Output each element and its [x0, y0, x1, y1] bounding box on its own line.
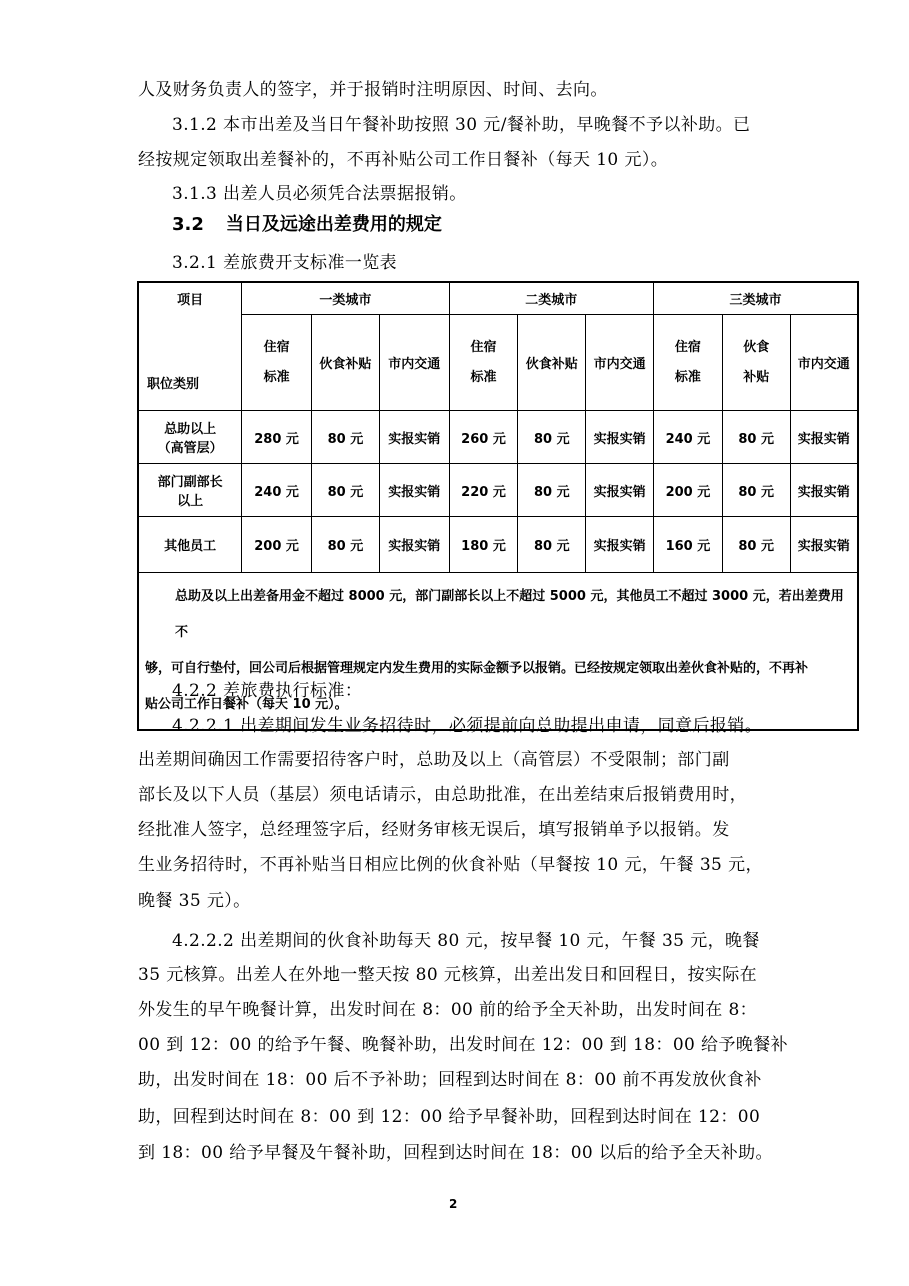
paragraph-line: 00 到 12：00 的给予午餐、晚餐补助，出发时间在 12：00 到 18：00 给予晚餐补 [138, 1035, 789, 1055]
table-cell: 80 元 [722, 464, 790, 517]
paragraph-line: 到 18：00 给予早餐及午餐补助，回程到达时间在 18：00 以后的给予全天补助。 [138, 1143, 773, 1163]
row-category: 部门副部长 以上 [138, 464, 242, 517]
table-caption: 3.2.1 差旅费开支标准一览表 [172, 253, 398, 273]
paragraph-line: 助，出发时间在 18：00 后不予补助；回程到达时间在 8：00 前不再发放伙食补 [138, 1070, 762, 1090]
paragraph-line: 经批准人签字，总经理签字后，经财务审核无误后，填写报销单予以报销。发 [138, 820, 730, 840]
table-cell: 240 元 [653, 411, 722, 464]
table-cell: 实报实销 [586, 464, 654, 517]
paragraph-line: 经按规定领取出差餐补的，不再补贴公司工作日餐补（每天 10 元）。 [138, 150, 669, 170]
sub-header-transport: 市内交通 [790, 315, 858, 411]
section-number: 3.2 [172, 214, 204, 235]
table-cell: 实报实销 [379, 464, 449, 517]
table-cell: 160 元 [653, 517, 722, 573]
table-cell: 280 元 [242, 411, 312, 464]
paragraph-line: 4.2.2.2 出差期间的伙食补助每天 80 元，按早餐 10 元，午餐 35 元，晚餐 [172, 931, 760, 951]
row-category: 其他员工 [138, 517, 242, 573]
city-group-header: 一类城市 [242, 282, 449, 315]
table-note [138, 573, 858, 731]
paragraph-line: 人及财务负责人的签字，并于报销时注明原因、时间、去向。 [138, 80, 608, 100]
sub-header-meal: 伙食补贴 [312, 315, 380, 411]
expense-standards-table [137, 281, 859, 731]
table-cell: 80 元 [518, 411, 586, 464]
table-cell: 实报实销 [586, 517, 654, 573]
paragraph-line: 3.1.2 本市出差及当日午餐补助按照 30 元/餐补助，早晚餐不予以补助。已 [172, 115, 751, 135]
paragraph-line: 4.2.2.1 出差期间发生业务招待时，必须提前向总助提出申请，同意后报销。 [172, 716, 763, 736]
table-cell: 实报实销 [790, 464, 858, 517]
paragraph-line: 35 元核算。出差人在外地一整天按 80 元核算，出差出发日和回程日，按实际在 [138, 965, 758, 985]
table-cell: 80 元 [312, 517, 380, 573]
row-category: 总助以上 （高管层） [138, 411, 242, 464]
section-heading [172, 210, 442, 236]
paragraph-line: 4.2.2 差旅费执行标准： [172, 681, 363, 701]
section-title: 当日及远途出差费用的规定 [225, 214, 442, 235]
table-cell: 80 元 [722, 411, 790, 464]
table-cell: 200 元 [242, 517, 312, 573]
table-cell: 80 元 [518, 464, 586, 517]
note-line: 够，可自行垫付，回公司后根据管理规定内发生费用的实际金额予以报销。已经按规定领取出差伙食补贴的，不再补 [145, 661, 809, 676]
table-row [138, 411, 858, 464]
table-cell: 80 元 [518, 517, 586, 573]
table-row [138, 517, 858, 573]
note-line: 贴公司工作日餐补（每天 10 元）。 [145, 697, 348, 712]
city-group-header: 二类城市 [449, 282, 653, 315]
paragraph-line: 部长及以下人员（基层）须电话请示，由总助批准，在出差结束后报销费用时， [138, 785, 747, 805]
sub-header-lodging: 住宿 标准 [449, 315, 518, 411]
table-cell: 180 元 [449, 517, 518, 573]
paragraph-line: 生业务招待时，不再补贴当日相应比例的伙食补贴（早餐按 10 元，午餐 35 元， [138, 855, 763, 875]
paragraph-line: 助，回程到达时间在 8：00 到 12：00 给予早餐补助，回程到达时间在 12：00 [138, 1107, 761, 1127]
table-cell: 80 元 [312, 464, 380, 517]
sub-header-lodging: 住宿 标准 [653, 315, 722, 411]
table-cell: 200 元 [653, 464, 722, 517]
note-line: 总助及以上出差备用金不超过 8000 元，部门副部长以上不超过 5000 元，其他员工不超过 3000 元，若出差费用不 [175, 589, 844, 640]
sub-header-lodging: 住宿 标准 [242, 315, 312, 411]
table-cell: 实报实销 [790, 411, 858, 464]
sub-header-transport: 市内交通 [379, 315, 449, 411]
corner-item-label: 项目 [177, 293, 204, 308]
paragraph-line: 3.1.3 出差人员必须凭合法票据报销。 [172, 184, 467, 204]
table-cell: 240 元 [242, 464, 312, 517]
table-row [138, 464, 858, 517]
table-cell: 实报实销 [379, 517, 449, 573]
paragraph-line: 外发生的早午晚餐计算，出发时间在 8：00 前的给予全天补助，出发时间在 8： [138, 1000, 758, 1020]
table-cell: 实报实销 [586, 411, 654, 464]
table-cell: 实报实销 [379, 411, 449, 464]
paragraph-line: 出差期间确因工作需要招待客户时，总助及以上（高管层）不受限制；部门副 [138, 750, 730, 770]
corner-position-label: 职位类别 [147, 377, 200, 392]
table-corner-cell [138, 282, 242, 411]
paragraph-line: 晚餐 35 元）。 [138, 891, 251, 911]
table-cell: 80 元 [312, 411, 380, 464]
table-cell: 实报实销 [790, 517, 858, 573]
sub-header-meal: 伙食 补贴 [722, 315, 790, 411]
sub-header-meal: 伙食补贴 [518, 315, 586, 411]
sub-header-transport: 市内交通 [586, 315, 654, 411]
page-number: 2 [449, 1197, 458, 1211]
table-cell: 220 元 [449, 464, 518, 517]
table-cell: 260 元 [449, 411, 518, 464]
table-cell: 80 元 [722, 517, 790, 573]
city-group-header: 三类城市 [653, 282, 858, 315]
